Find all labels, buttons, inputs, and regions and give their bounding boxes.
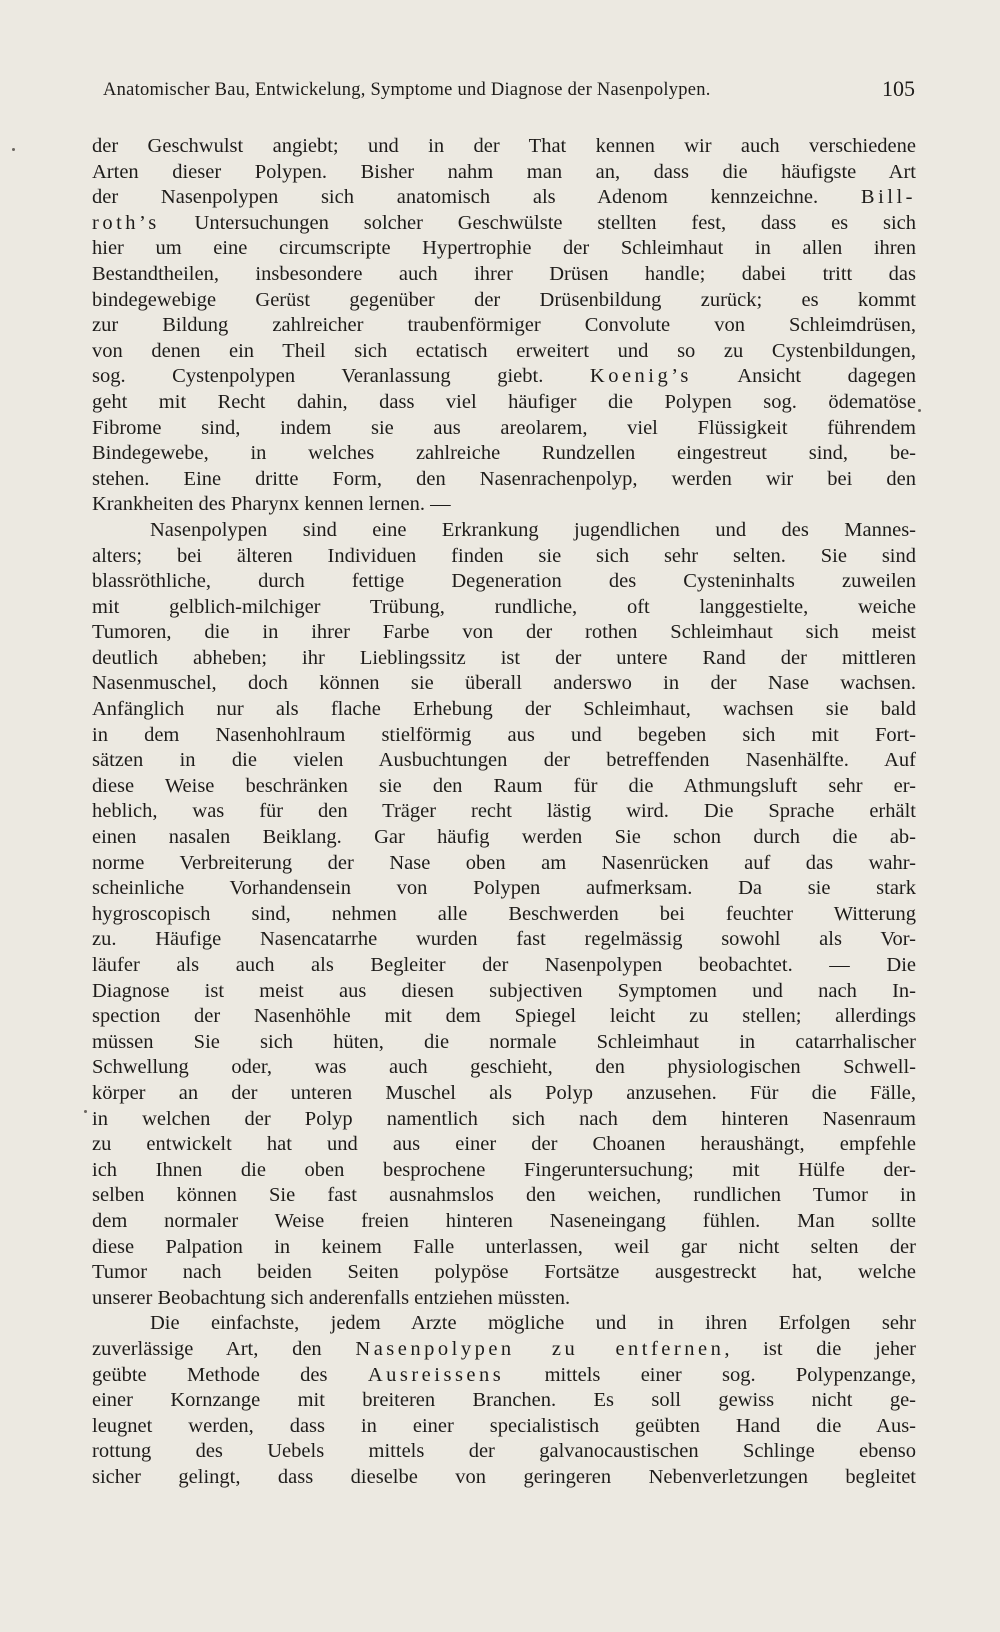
text-line: norme Verbreiterung der Nase oben am Nasenrücken auf das wahr- [92, 851, 916, 874]
text-line: leugnet werden, dass in einer specialistisch geübten Hand die Aus- [92, 1414, 916, 1437]
text-line: selben können Sie fast ausnahmslos den weichen, rundlichen Tumor in [92, 1184, 916, 1207]
text-line: diese Palpation in keinem Falle unterlassen, weil gar nicht selten der [92, 1235, 916, 1258]
text-line: sicher gelingt, dass dieselbe von geringeren Nebenverletzungen begleitet [92, 1465, 916, 1488]
text-line: Die einfachste, jedem Arzte mögliche und in ihren Erfolgen sehr [150, 1312, 916, 1335]
text-line: zu. Häufige Nasencatarrhe wurden fast regelmässig sowohl als Vor- [92, 928, 916, 951]
text-line: zuverlässige Art, den Nasenpolypen zu entfernen, ist die jeher [92, 1337, 916, 1360]
text-line: bindegewebige Gerüst gegenüber der Drüsenbildung zurück; es kommt [92, 288, 916, 311]
text-line: Schwellung oder, was auch geschieht, den physiologischen Schwell- [92, 1056, 916, 1079]
text-line: Arten dieser Polypen. Bisher nahm man an, dass die häufigste Art [92, 160, 916, 183]
spaced-name: roth’s [92, 211, 160, 234]
text-line: Bestandtheilen, insbesondere auch ihrer Drüsen handle; dabei tritt das [92, 262, 916, 285]
text-line: sog. Cystenpolypen Veranlassung giebt. Koenig’s Ansicht dagegen [92, 365, 916, 388]
text-line: läufer als auch als Begleiter der Nasenpolypen beobachtet. — Die [92, 954, 916, 976]
spaced-name: Bill- [860, 186, 917, 209]
text-line: roth’s Untersuchungen solcher Geschwülste stellten fest, dass es sich [92, 211, 916, 234]
text-line: geht mit Recht dahin, dass viel häufiger die Polypen sog. ödematöse [92, 390, 916, 413]
text-line: müssen Sie sich hüten, die normale Schleimhaut in catarrhalischer [92, 1030, 916, 1053]
text-line: Fibrome sind, indem sie aus areolarem, viel Flüssigkeit führendem [92, 416, 916, 439]
text-line: hier um eine circumscripte Hypertrophie der Schleimhaut in allen ihren [92, 237, 916, 260]
text-line: ich Ihnen die oben besprochene Fingeruntersuchung; mit Hülfe der- [92, 1158, 916, 1181]
running-title: Anatomischer Bau, Entwickelung, Symptome und Diagnose der Nasenpolypen. [103, 80, 711, 100]
text-line: Krankheiten des Pharynx kennen lernen. — [92, 493, 451, 516]
text-line: rottung des Uebels mittels der galvanocaustischen Schlinge ebenso [92, 1440, 916, 1463]
text-line: Tumor nach beiden Seiten polypöse Fortsätze ausgestreckt hat, welche [92, 1261, 916, 1284]
spaced-term: Ausreissens [367, 1363, 505, 1386]
text-line: einen nasalen Beiklang. Gar häufig werden Sie schon durch die ab- [92, 826, 916, 849]
text-line: Nasenpolypen sind eine Erkrankung jugendlichen und des Mannes- [150, 518, 916, 541]
running-head [103, 76, 915, 110]
text-line: Bindegewebe, in welches zahlreiche Rundzellen eingestreut sind, be- [92, 442, 916, 465]
spaced-name: Koenig’s [589, 365, 692, 388]
text-line: zu entwickelt hat und aus einer der Choanen heraushängt, empfehle [92, 1133, 916, 1156]
text-line: unserer Beobachtung sich anderenfalls entziehen müssten. [92, 1286, 571, 1309]
text-line: Tumoren, die in ihrer Farbe von der rothen Schleimhaut sich meist [92, 621, 916, 644]
text-line: hygroscopisch sind, nehmen alle Beschwerden bei feuchter Witterung [92, 902, 916, 925]
text-line: diese Weise beschränken sie den Raum für die Athmungsluft sehr er- [92, 774, 916, 797]
text-line: sätzen in die vielen Ausbuchtungen der betreffenden Nasenhälfte. Auf [92, 749, 916, 772]
text-line: Diagnose ist meist aus diesen subjectiven Symptomen und nach In- [92, 979, 916, 1002]
margin-speck [12, 148, 15, 151]
text-line: Anfänglich nur als flache Erhebung der Schleimhaut, wachsen sie bald [92, 698, 916, 721]
margin-speck [918, 409, 921, 412]
page-number: 105 [882, 76, 915, 101]
text-line: der Nasenpolypen sich anatomisch als Adenom kennzeichne. Bill- [92, 186, 917, 209]
text-line: geübte Methode des Ausreissens mittels einer sog. Polypenzange, [92, 1363, 917, 1386]
text-line: körper an der unteren Muschel als Polyp anzusehen. Für die Fälle, [92, 1081, 916, 1104]
text-line: spection der Nasenhöhle mit dem Spiegel leicht zu stellen; allerdings [92, 1005, 916, 1028]
text-line: stehen. Eine dritte Form, den Nasenrachenpolyp, werden wir bei den [92, 467, 916, 490]
text-line: mit gelblich-milchiger Trübung, rundliche, oft langgestielte, weiche [92, 595, 916, 618]
text-line: einer Kornzange mit breiteren Branchen. Es soll gewiss nicht ge- [92, 1389, 916, 1412]
text-line: der Geschwulst angiebt; und in der That kennen wir auch verschiedene [92, 135, 916, 157]
text-line: dem normaler Weise freien hinteren Naseneingang fühlen. Man sollte [92, 1209, 916, 1232]
text-line: blassröthliche, durch fettige Degeneration des Cysteninhalts zuweilen [92, 570, 916, 593]
body-text [92, 134, 916, 1490]
text-line: zur Bildung zahlreicher traubenförmiger Convolute von Schleimdrüsen, [92, 314, 916, 337]
text-line: scheinliche Vorhandensein von Polypen aufmerksam. Da sie stark [92, 877, 916, 900]
text-line: in dem Nasenhohlraum stielförmig aus und begeben sich mit Fort- [92, 723, 916, 746]
text-line: Nasenmuschel, doch können sie überall anderswo in der Nase wachsen. [92, 672, 916, 695]
spaced-term: Nasenpolypen zu entfernen [355, 1337, 725, 1360]
text-line: in welchen der Polyp namentlich sich nach dem hinteren Nasenraum [92, 1107, 916, 1130]
text-line: heblich, was für den Träger recht lästig wird. Die Sprache erhält [92, 800, 916, 823]
text-line: alters; bei älteren Individuen finden sie sich sehr selten. Sie sind [92, 544, 916, 567]
text-line: deutlich abheben; ihr Lieblingssitz ist der untere Rand der mittleren [92, 646, 916, 669]
margin-speck [84, 1110, 87, 1113]
text-line: von denen ein Theil sich ectatisch erweitert und so zu Cystenbildungen, [92, 339, 916, 362]
